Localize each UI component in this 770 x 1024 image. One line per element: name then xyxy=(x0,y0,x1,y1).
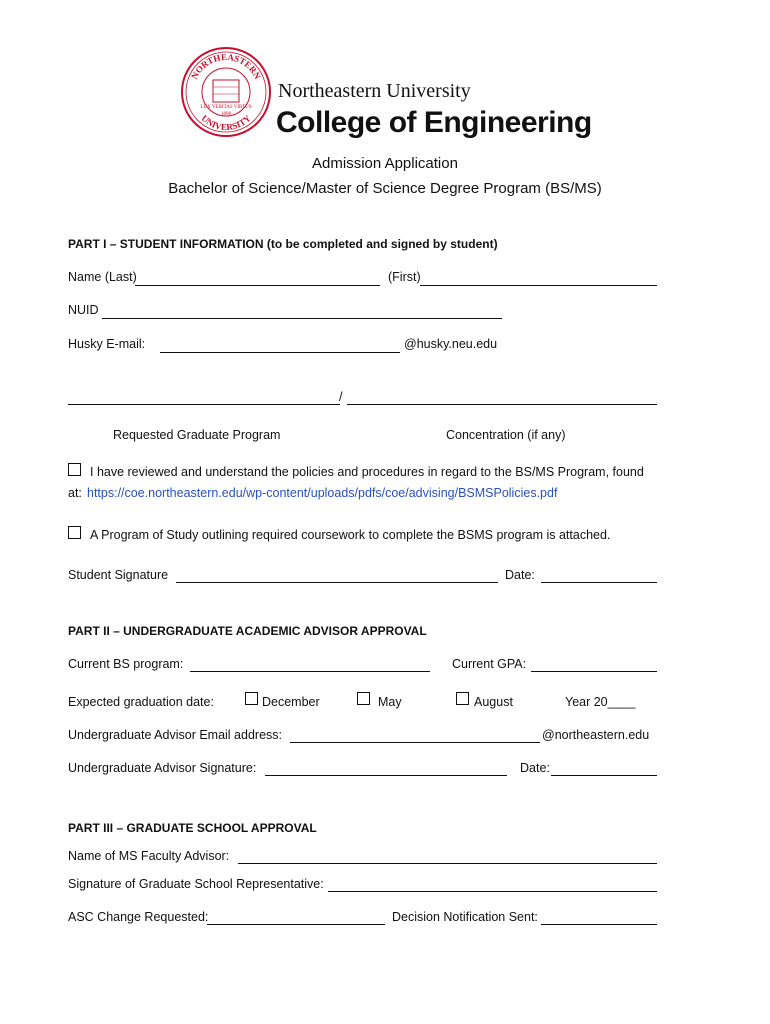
requested-program-field[interactable] xyxy=(68,404,340,405)
advisor-email-suffix: @northeastern.edu xyxy=(542,728,650,742)
program-of-study-text: A Program of Study outlining required coursework to complete the BSMS program is attached. xyxy=(90,528,611,542)
student-date-label: Date: xyxy=(505,568,535,582)
grad-rep-label: Signature of Graduate School Representative: xyxy=(68,877,324,891)
may-checkbox[interactable] xyxy=(357,692,370,705)
advisor-email-label: Undergraduate Advisor Email address: xyxy=(68,728,283,742)
husky-email-suffix: @husky.neu.edu xyxy=(404,337,498,351)
nuid-label: NUID xyxy=(68,303,99,317)
current-gpa-field[interactable] xyxy=(531,671,657,672)
college-name: College of Engineering xyxy=(276,106,592,139)
grad-rep-field[interactable] xyxy=(328,891,657,892)
university-seal xyxy=(180,46,272,138)
form-title: Admission Application xyxy=(312,155,458,172)
ms-advisor-label: Name of MS Faculty Advisor: xyxy=(68,849,230,863)
advisor-email-field[interactable] xyxy=(290,742,540,743)
nuid-field[interactable] xyxy=(102,318,502,319)
husky-email-field[interactable] xyxy=(160,352,400,353)
expected-grad-label: Expected graduation date: xyxy=(68,695,214,709)
policy-at: at: xyxy=(68,486,82,500)
part2-heading: PART II – UNDERGRADUATE ACADEMIC ADVISOR APPROVAL xyxy=(68,624,427,638)
student-signature-field[interactable] xyxy=(176,582,498,583)
decision-label: Decision Notification Sent: xyxy=(392,910,538,924)
advisor-signature-field[interactable] xyxy=(265,775,507,776)
asc-change-label: ASC Change Requested: xyxy=(68,910,209,924)
student-date-field[interactable] xyxy=(541,582,657,583)
current-bs-field[interactable] xyxy=(190,671,430,672)
name-first-field[interactable] xyxy=(420,285,657,286)
advisor-date-label: Date: xyxy=(520,761,550,775)
policy-text: I have reviewed and understand the policies and procedures in regard to the BS/MS Program, found xyxy=(90,465,644,479)
university-name: Northeastern University xyxy=(278,80,471,102)
name-first-label: (First) xyxy=(388,270,421,284)
advisor-date-field[interactable] xyxy=(551,775,657,776)
concentration-label: Concentration (if any) xyxy=(446,428,566,442)
program-separator: / xyxy=(339,390,343,404)
policy-checkbox[interactable] xyxy=(68,463,81,476)
ms-advisor-field[interactable] xyxy=(238,863,657,864)
may-label: May xyxy=(378,695,402,709)
decision-field[interactable] xyxy=(541,924,657,925)
requested-program-label: Requested Graduate Program xyxy=(113,428,281,442)
current-bs-label: Current BS program: xyxy=(68,657,184,671)
seal-motto: LUX VERITAS VIRTUS xyxy=(200,105,252,110)
husky-email-label: Husky E-mail: xyxy=(68,337,146,351)
year-field[interactable]: Year 20____ xyxy=(565,695,636,709)
advisor-signature-label: Undergraduate Advisor Signature: xyxy=(68,761,257,775)
part3-heading: PART III – GRADUATE SCHOOL APPROVAL xyxy=(68,821,317,835)
form-subtitle: Bachelor of Science/Master of Science Degree Program (BS/MS) xyxy=(168,180,602,197)
policy-link[interactable]: https://coe.northeastern.edu/wp-content/uploads/pdfs/coe/advising/BSMSPolicies.pdf xyxy=(87,486,558,500)
part1-heading: PART I – STUDENT INFORMATION (to be completed and signed by student) xyxy=(68,237,498,251)
name-last-field[interactable] xyxy=(135,285,380,286)
student-signature-label: Student Signature xyxy=(68,568,169,582)
august-label: August xyxy=(474,695,513,709)
seal-text-bottom: UNIVERSITY xyxy=(199,113,253,133)
december-label: December xyxy=(262,695,320,709)
seal-text-top: NORTHEASTERN xyxy=(189,51,263,81)
seal-year: 1898 xyxy=(221,112,231,117)
name-last-label: Name (Last) xyxy=(68,270,137,284)
program-of-study-checkbox[interactable] xyxy=(68,526,81,539)
december-checkbox[interactable] xyxy=(245,692,258,705)
current-gpa-label: Current GPA: xyxy=(452,657,527,671)
august-checkbox[interactable] xyxy=(456,692,469,705)
asc-change-field[interactable] xyxy=(207,924,385,925)
concentration-field[interactable] xyxy=(347,404,657,405)
